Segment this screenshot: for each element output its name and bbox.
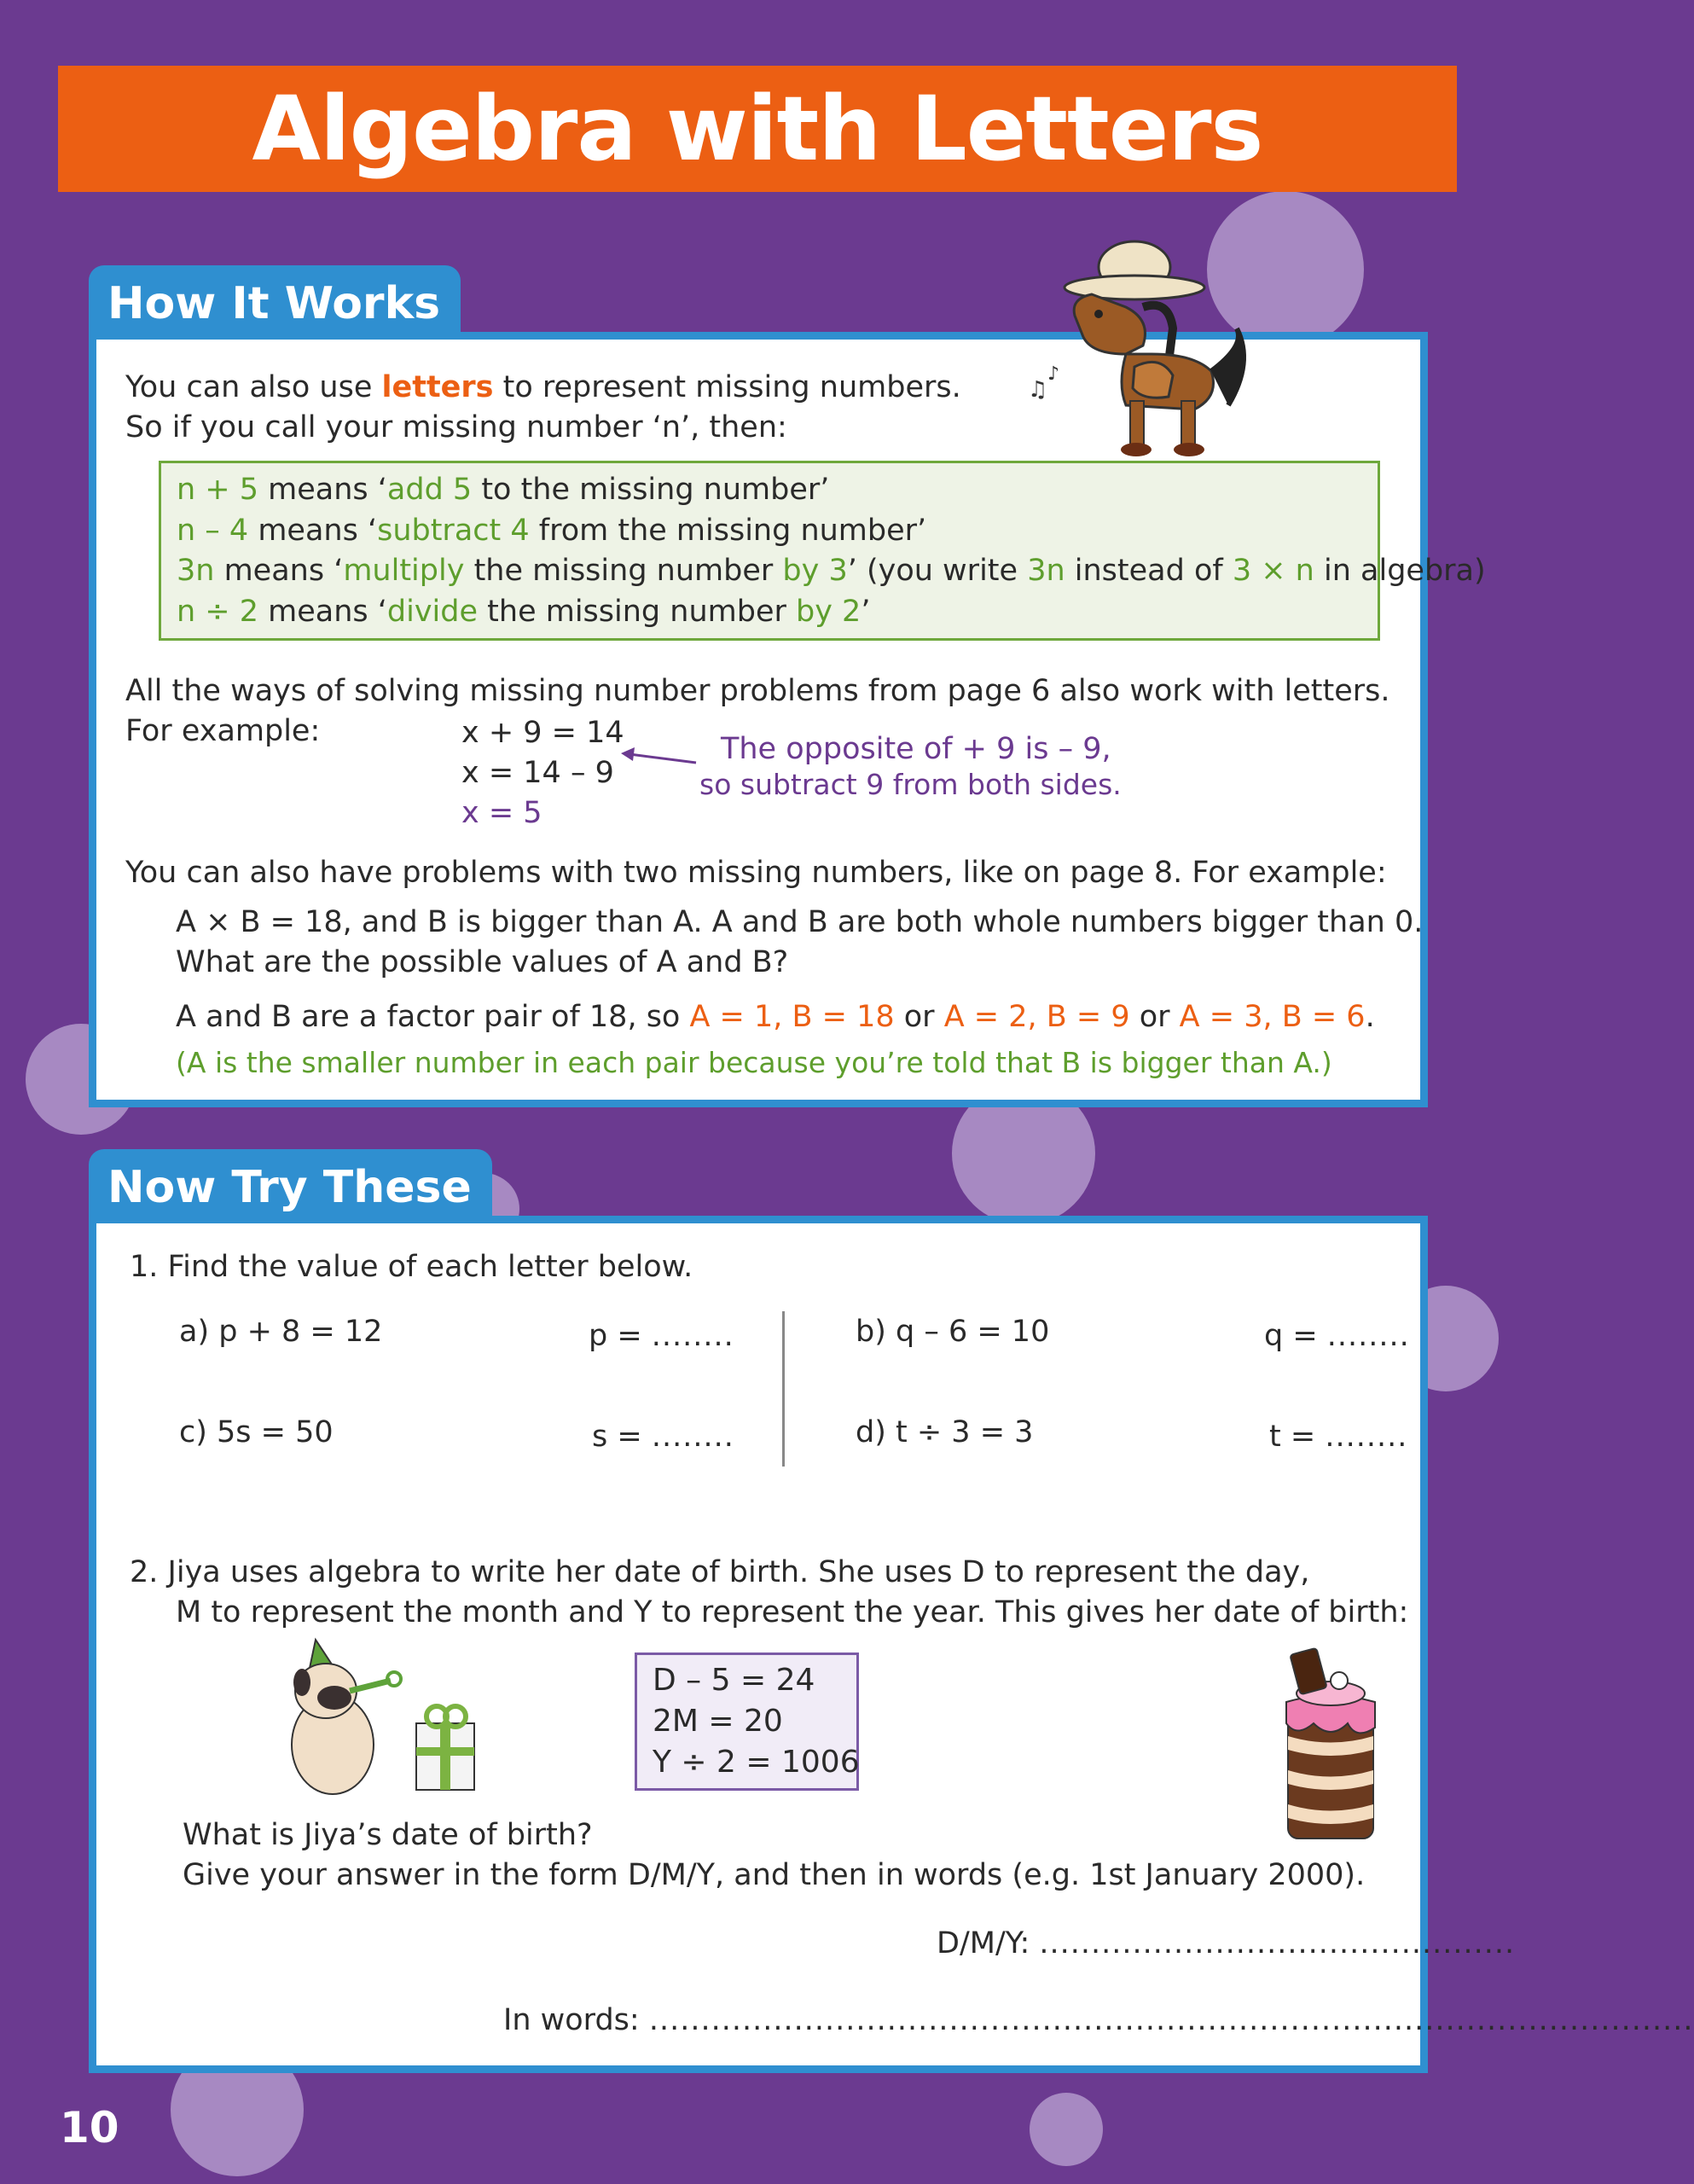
question-2-ask-2: Give your answer in the form D/M/Y, and then in words (e.g. 1st January 2000). xyxy=(183,1858,1366,1892)
cake-illustration xyxy=(1271,1642,1386,1847)
words-answer-field[interactable]: In words: ..................................................................................................... xyxy=(503,2003,1694,2037)
date-of-birth-equations xyxy=(635,1653,859,1791)
dob-equation-year: Y ÷ 2 = 1006 xyxy=(653,1745,860,1780)
question-2-line-1: 2. Jiya uses algebra to write her date of birth. She uses D to represent the day, xyxy=(130,1555,1310,1589)
equation-line-1: x + 9 = 14 xyxy=(461,716,624,750)
svg-text:♪: ♪ xyxy=(1047,363,1060,385)
answer-line: A and B are a factor pair of 18, so A = 1, B = 18 or A = 2, B = 9 or A = 3, B = 6. xyxy=(176,1000,1375,1034)
pug-with-present-illustration xyxy=(290,1638,486,1800)
for-example-label: For example: xyxy=(125,714,321,748)
dob-equation-month: 2M = 20 xyxy=(653,1704,783,1739)
page-number: 10 xyxy=(60,2103,119,2152)
question-1c: c) 5s = 50 xyxy=(179,1415,334,1449)
answer-field-t[interactable]: t = ........ xyxy=(1269,1420,1408,1454)
answer-field-p[interactable]: p = ........ xyxy=(589,1319,734,1353)
page-title: Algebra with Letters xyxy=(252,77,1263,181)
note-line-1: The opposite of + 9 is – 9, xyxy=(721,732,1111,766)
problem-line-2: What are the possible values of A and B? xyxy=(176,945,789,979)
dmy-answer-field[interactable]: D/M/Y: .............................................. xyxy=(937,1926,1516,1960)
horse-illustration xyxy=(1024,226,1254,473)
question-1d: d) t ÷ 3 = 3 xyxy=(856,1415,1034,1449)
answer-note: (A is the smaller number in each pair because you’re told that B is bigger than A.) xyxy=(176,1046,1332,1079)
arrow-icon xyxy=(619,746,698,771)
definition-line: n – 4 means ‘subtract 4 from the missing number’ xyxy=(177,513,927,548)
dob-equation-day: D – 5 = 24 xyxy=(653,1663,815,1698)
problem-line-1: A × B = 18, and B is bigger than A. A and B are both whole numbers bigger than 0. xyxy=(176,905,1424,939)
definition-line: n + 5 means ‘add 5 to the missing number’ xyxy=(177,473,830,507)
question-1: 1. Find the value of each letter below. xyxy=(130,1250,693,1284)
answer-field-s[interactable]: s = ........ xyxy=(592,1420,734,1454)
note-line-2: so subtract 9 from both sides. xyxy=(699,768,1122,801)
title-banner xyxy=(58,66,1457,192)
question-2-ask-1: What is Jiya’s date of birth? xyxy=(183,1818,593,1852)
intro-line-2: So if you call your missing number ‘n’, then: xyxy=(125,410,787,444)
equation-line-2: x = 14 – 9 xyxy=(461,756,614,790)
how-it-works-tab: How It Works xyxy=(89,265,461,337)
now-try-these-tab: Now Try These xyxy=(89,1149,492,1221)
intro-line-1: You can also use letters to represent missing numbers. xyxy=(125,370,961,404)
question-1b: b) q – 6 = 10 xyxy=(856,1315,1050,1349)
column-divider xyxy=(782,1311,785,1467)
definition-line: n ÷ 2 means ‘divide the missing number by 2’ xyxy=(177,594,871,629)
two-missing-text: You can also have problems with two missing numbers, like on page 8. For example: xyxy=(125,856,1387,890)
question-1a: a) p + 8 = 12 xyxy=(179,1315,383,1349)
svg-text:♫: ♫ xyxy=(1028,377,1048,403)
question-2-line-2: M to represent the month and Y to represent the year. This gives her date of birth: xyxy=(176,1595,1409,1629)
definition-line: 3n means ‘multiply the missing number by 3’ (you write 3n instead of 3 × n in algebra) xyxy=(177,554,1486,588)
answer-field-q[interactable]: q = ........ xyxy=(1264,1319,1410,1353)
definitions-box xyxy=(159,461,1486,641)
decor-circle xyxy=(1030,2093,1103,2166)
ways-text: All the ways of solving missing number problems from page 6 also work with letters. xyxy=(125,674,1390,708)
equation-line-3: x = 5 xyxy=(461,796,542,830)
